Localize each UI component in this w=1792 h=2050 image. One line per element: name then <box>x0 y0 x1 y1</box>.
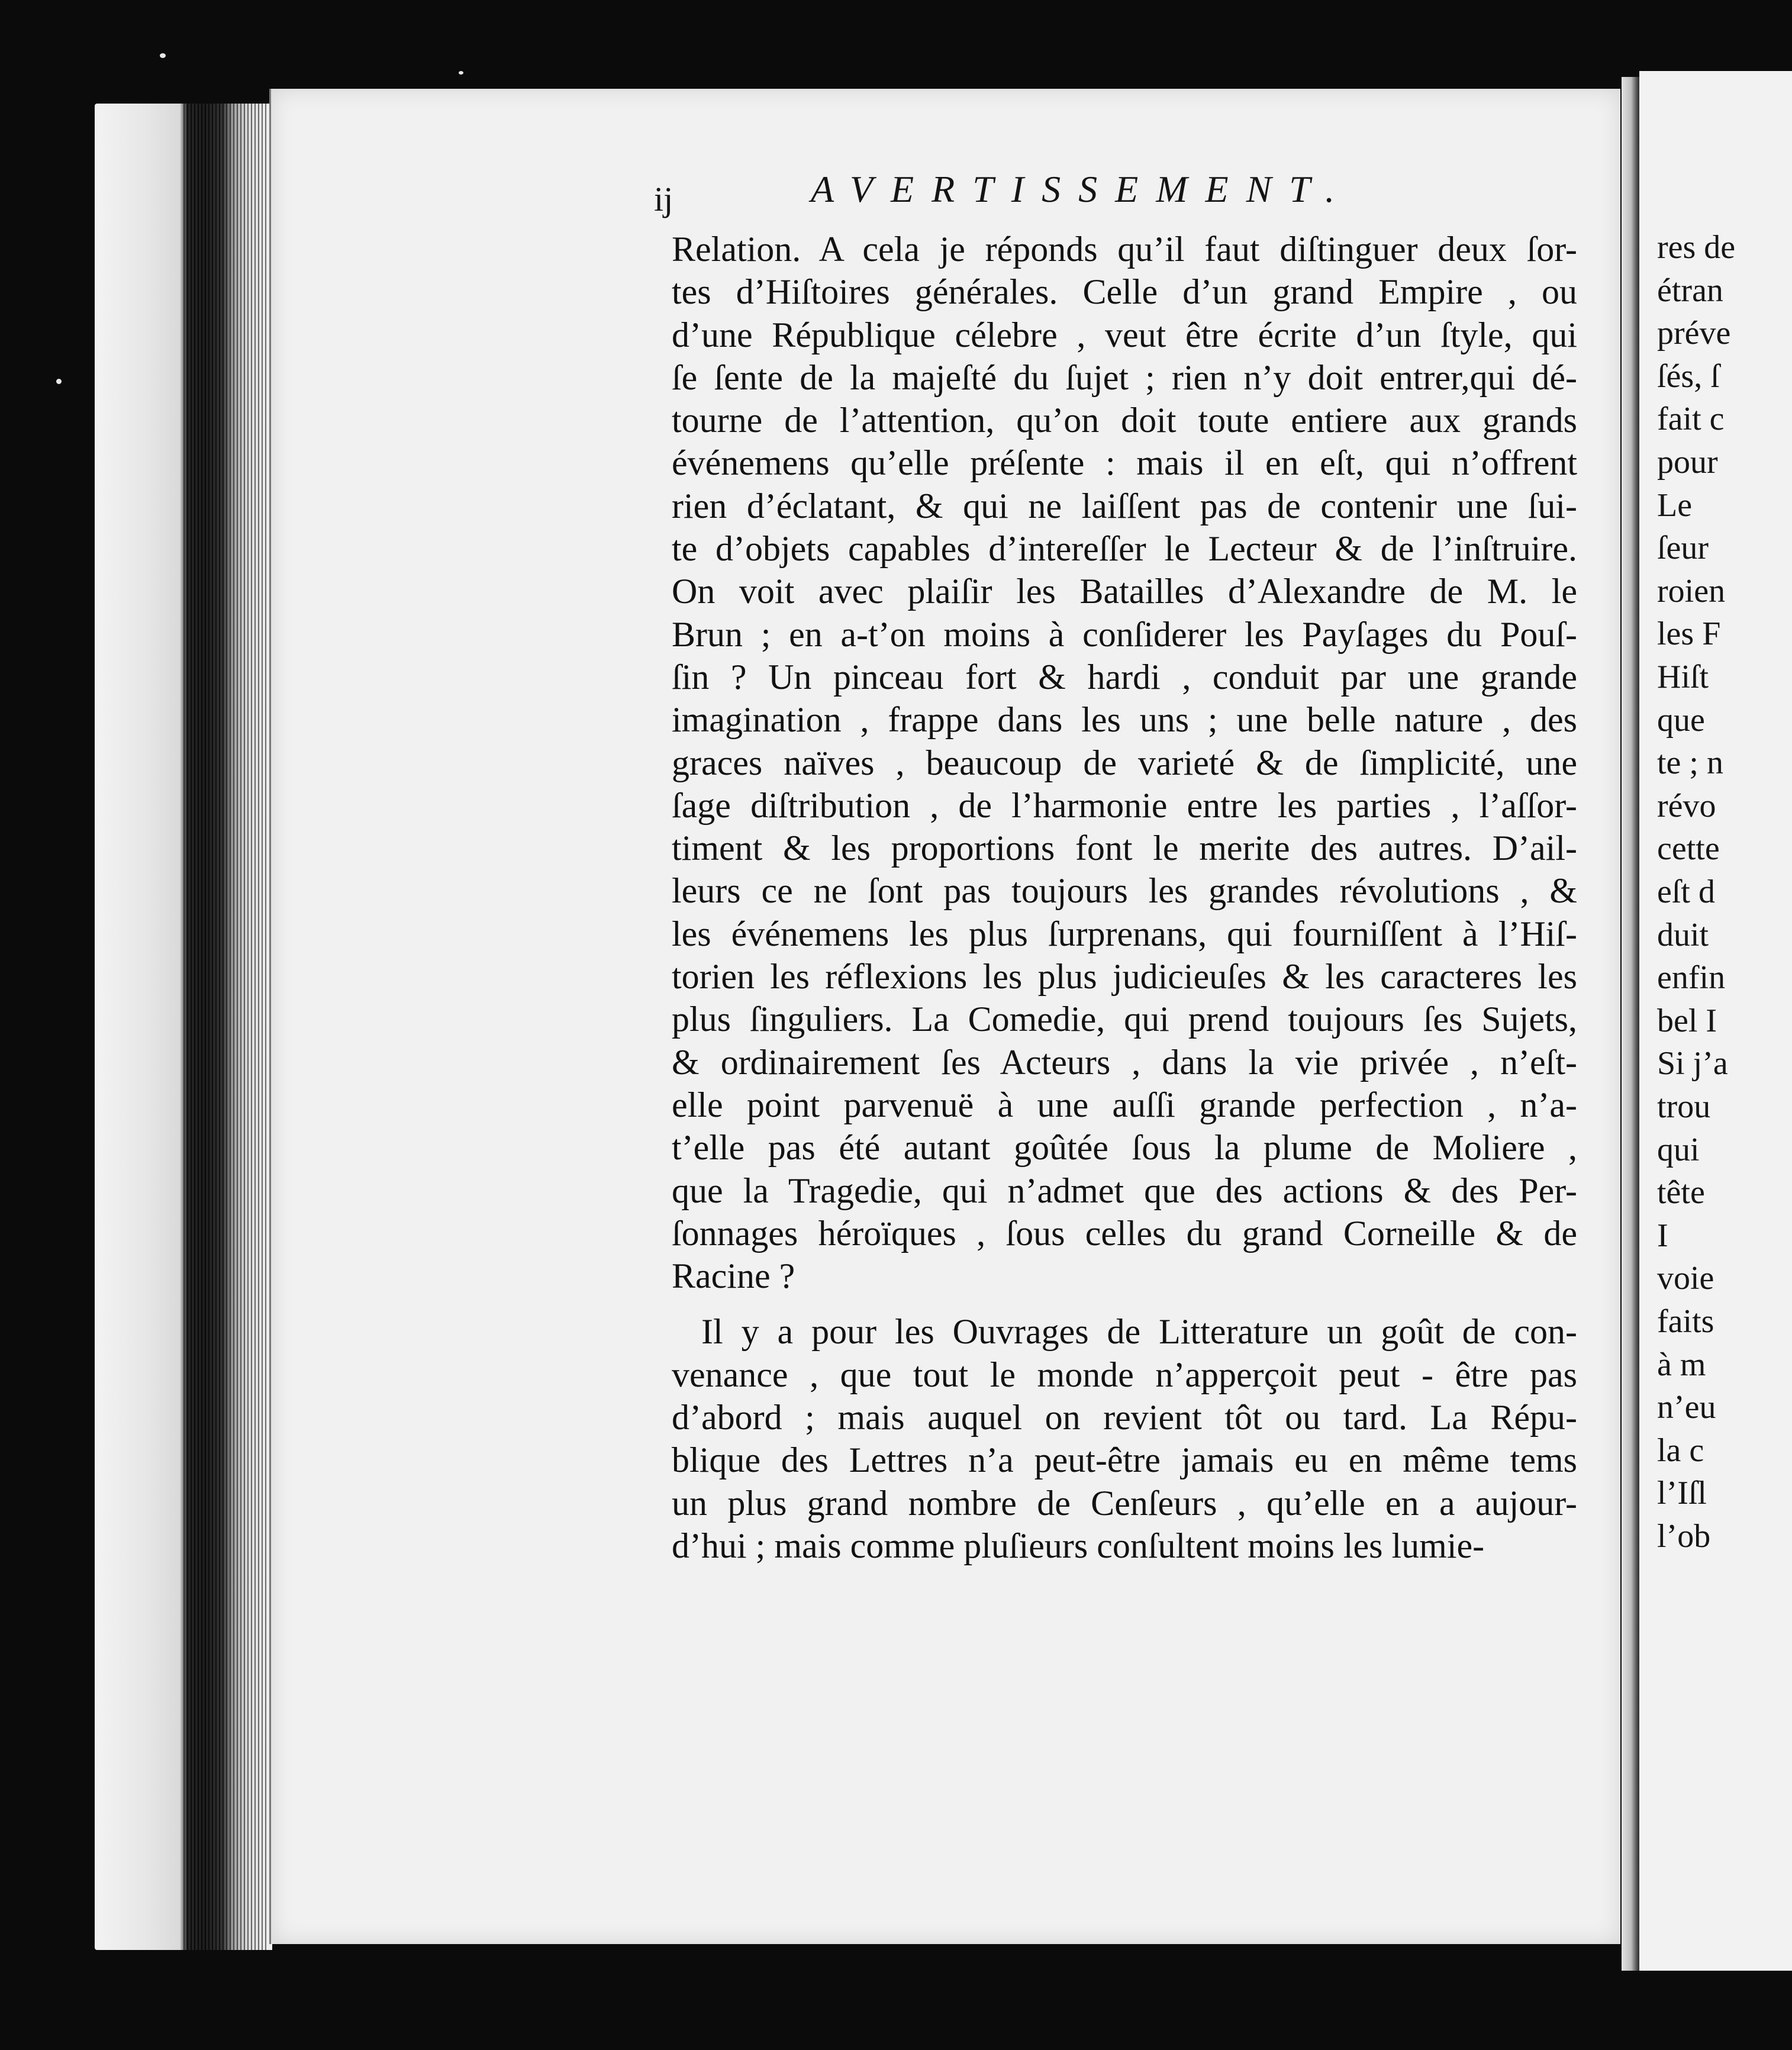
text-line: timent & les proportions font le merite des autres. D’ail- <box>672 829 1577 868</box>
text-line: On voit avec plaiſir les Batailles d’Alexandre de M. le <box>672 572 1577 611</box>
text-line: rien d’éclatant, & qui ne laiſſent pas de contenir une ſui- <box>672 486 1577 526</box>
dust-speck <box>160 53 166 58</box>
facing-page-fragment: tête <box>1657 1174 1705 1211</box>
text-line: tes d’Hiſtoires générales. Celle d’un grand Empire , ou <box>672 272 1577 312</box>
text-line: blique des Lettres n’a peut-être jamais eu en même tems <box>672 1440 1577 1480</box>
facing-page-fragment: fait c <box>1657 401 1725 438</box>
text-line: un plus grand nombre de Cenſeurs , qu’elle en a aujour- <box>672 1483 1577 1523</box>
text-line: ſage diſtribution , de l’harmonie entre les parties , l’aſſor- <box>672 785 1577 825</box>
text-line: d’hui ; mais comme pluſieurs conſultent moins les lumie- <box>672 1526 1485 1565</box>
facing-page-fragment: n’eu <box>1657 1389 1716 1426</box>
body-text <box>672 228 1577 1567</box>
dust-speck <box>459 71 463 75</box>
facing-page-fragment: ſés, ſ <box>1657 357 1720 395</box>
text-line: d’abord ; mais auquel on revient tôt ou tard. La Répu- <box>672 1398 1577 1437</box>
text-line: torien les réflexions les plus judicieuſes & les caracteres les <box>672 957 1577 997</box>
facing-page-fragment: l’Iſl <box>1657 1475 1707 1512</box>
text-line: les événemens les plus ſurprenans, qui fourniſſent à l’Hiſ- <box>672 914 1577 953</box>
text-line: ſonnages héroïques , ſous celles du grand Corneille & de <box>672 1213 1577 1253</box>
text-line: ſin ? Un pinceau fort & hardi , conduit par une grande <box>672 657 1577 697</box>
facing-page-fragment: res de <box>1657 229 1736 266</box>
text-line: ſe ſente de la majeſté du ſujet ; rien n’y doit entrer,qui dé- <box>672 357 1577 397</box>
facing-page-fragment: enfin <box>1657 959 1726 997</box>
facing-page-fragment: voie <box>1657 1260 1714 1297</box>
facing-page-fragment: ſeur <box>1657 530 1709 567</box>
text-line: graces naïves , beaucoup de varieté & de ſimplicité, une <box>672 743 1577 782</box>
facing-page-fragment: duit <box>1657 916 1709 953</box>
page-number: ij <box>654 180 673 218</box>
text-line: leurs ce ne ſont pas toujours les grandes révolutions , & <box>672 871 1577 911</box>
facing-page-fragment: à m <box>1657 1346 1706 1383</box>
facing-page-fragment: bel I <box>1657 1002 1717 1039</box>
text-line: Brun ; en a-t’on moins à conſiderer les Payſages du Pouſ- <box>672 614 1577 654</box>
text-line: que la Tragedie, qui n’admet que des actions & des Per- <box>672 1171 1577 1210</box>
facing-page-fragment: Hiſt <box>1657 659 1709 695</box>
text-line: t’elle pas été autant goûtée ſous la plume de Moliere , <box>672 1128 1577 1168</box>
text-line: d’une République célebre , veut être écrite d’un ſtyle, qui <box>672 315 1577 354</box>
facing-page-fragment: préve <box>1657 315 1731 352</box>
facing-page-fragment: que <box>1657 701 1705 739</box>
text-line: te d’objets capables d’intereſſer le Lecteur & de l’inſtruire. <box>672 529 1577 569</box>
text-line: Il y a pour les Ouvrages de Litterature un goût de con- <box>701 1312 1577 1352</box>
text-line: venance , que tout le monde n’apperçoit peut - être pas <box>672 1355 1577 1394</box>
facing-page-fragment: I <box>1657 1217 1668 1254</box>
dust-speck <box>56 379 62 384</box>
facing-page-fragment: cette <box>1657 830 1720 868</box>
text-line: imagination , frappe dans les uns ; une belle nature , des <box>672 700 1577 740</box>
text-line: Racine ? <box>672 1256 795 1296</box>
facing-page-fragment: Le <box>1657 486 1693 524</box>
facing-page-fragment: te ; n <box>1657 744 1723 782</box>
facing-page-fragment: Si j’a <box>1657 1045 1728 1082</box>
text-line: plus ſinguliers. La Comedie, qui prend toujours ſes Sujets, <box>672 1000 1577 1039</box>
facing-page-edge <box>1639 71 1792 1971</box>
facing-page-fragment: roien <box>1657 572 1726 610</box>
facing-page-fragment: faits <box>1657 1303 1714 1340</box>
paragraph <box>672 228 1577 1297</box>
facing-page-fragment: trou <box>1657 1088 1711 1125</box>
text-line: elle point parvenuë à une auſſi grande perfection , n’a- <box>672 1085 1577 1124</box>
facing-page-fragment: qui <box>1657 1131 1700 1168</box>
text-line: événemens qu’elle préſente : mais il en eſt, qui n’offrent <box>672 443 1577 483</box>
facing-page-fragment: les F <box>1657 615 1721 653</box>
facing-page-fragment: l’ob <box>1657 1518 1711 1555</box>
text-line: tourne de l’attention, qu’on doit toute entiere aux grands <box>672 401 1577 440</box>
running-head: AVERTISSEMENT. <box>811 168 1353 210</box>
facing-page-fragment: étran <box>1657 272 1723 309</box>
facing-page-fragment: révo <box>1657 787 1716 824</box>
paragraph <box>672 1310 1577 1567</box>
text-line: & ordinairement ſes Acteurs , dans la vie privée , n’eſt- <box>672 1042 1577 1082</box>
facing-page-fragment: la c <box>1657 1432 1704 1469</box>
book-page-stack <box>95 104 272 1950</box>
facing-page-fragment: pour <box>1657 444 1718 481</box>
paragraph-gap <box>672 1297 1577 1310</box>
text-line: Relation. A cela je réponds qu’il faut diſtinguer deux ſor- <box>672 230 1577 269</box>
facing-page-fragment: eſt d <box>1657 873 1715 910</box>
